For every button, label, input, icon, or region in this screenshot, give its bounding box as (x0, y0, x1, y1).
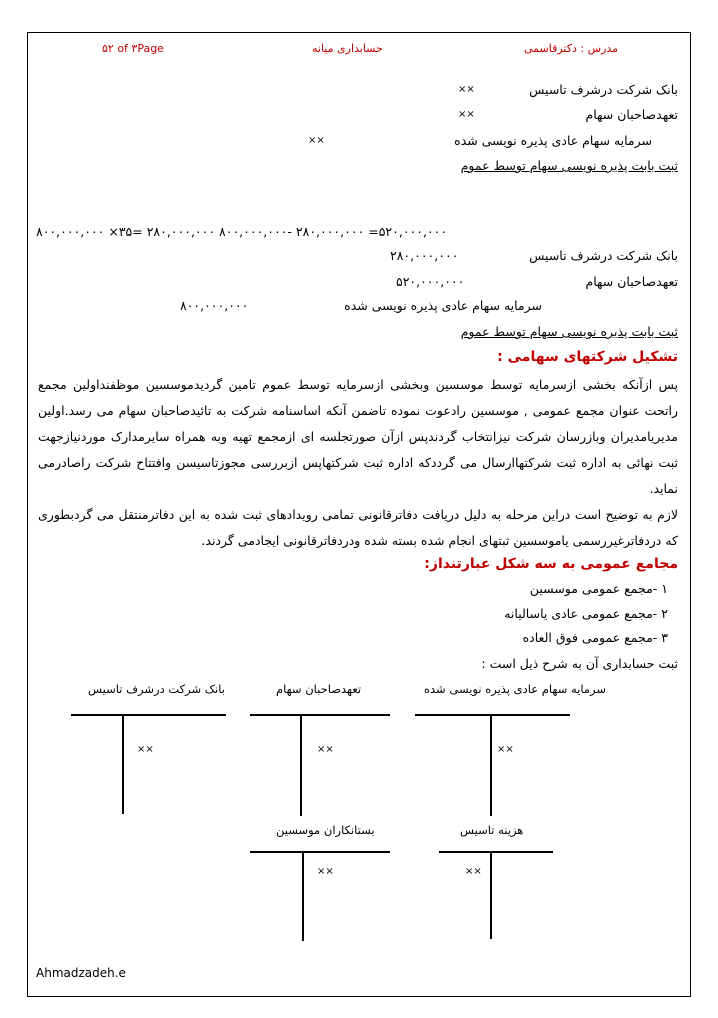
entry2-line3-amount: ۸۰۰,۰۰۰,۰۰۰ (180, 298, 249, 313)
entry2-line1-account: بانک شرکت درشرف تاسیس (529, 248, 678, 263)
t-account-value: ×× (317, 866, 334, 877)
entry1-caption: ثبت بابت پذیره نویسی سهام توسط عموم (460, 158, 678, 173)
t-account-value: ×× (137, 744, 154, 755)
t-account-title: تعهدصاحبان سهام (276, 682, 362, 696)
list-item: ۲ -مجمع عمومی عادی یاسالیانه (504, 606, 668, 621)
section1-title: تشکیل شرکتهای سهامی : (497, 349, 678, 365)
t-account-title: سرمایه سهام عادی پذیره نویسی شده (424, 682, 607, 696)
entry2-line3-account: سرمایه سهام عادی پذیره نویسی شده (344, 298, 542, 313)
t-account-title: بانک شرکت درشرف تاسیس (88, 682, 225, 696)
t-account-value: ×× (497, 744, 514, 755)
entry1-line2-account: تعهدصاحبان سهام (585, 107, 678, 122)
footer-author: Ahmadzadeh.e (36, 966, 126, 980)
list-item: ۱ -مجمع عمومی موسسین (529, 581, 668, 596)
entry1-line2-amount: ×× (458, 109, 475, 120)
course-title: حسابداری میانه (312, 42, 383, 55)
entry1-line1-account: بانک شرکت درشرف تاسیس (529, 82, 678, 97)
t-account-value: ×× (317, 744, 334, 755)
t-account-title: هزینه تاسیس (460, 823, 524, 837)
entry1-line3-amount: ×× (308, 135, 325, 146)
entry2-line1-amount: ۲۸۰,۰۰۰,۰۰۰ (390, 248, 459, 263)
section1-paragraph1: پس ازآنکه بخشی ازسرمایه توسط موسسین وبخشی ازسرمایه توسط عموم تامین گردیدموسسین موظفنداولین مجمع راتحت عنوان مجمع عمومی , موسسین رادعوت نموده تاضمن آنکه اساسنامه شرکت به تائیدصاحبان سهام می رسد.اولین مدیریامدیران وبازرسان شرکت نیزانتخاب گردندپس ازآن صورتجلسه ای ازمجمع تهیه وبه همراه سایرمدارک موردنیازجهت ثبت نهائی به اداره ثبت شرکتهاارسال می گرددکه اداره ثبت شرکتهاپس ازبررسی مجوزتاسیسن وافتتاح شرکت راصادرمی نماید. (38, 377, 678, 496)
entry2-line2-amount: ۵۲۰,۰۰۰,۰۰۰ (396, 274, 465, 289)
entry1-line1-amount: ×× (458, 84, 475, 95)
instructor-label: مدرس : دکترقاسمی (524, 42, 618, 55)
page-number: ۵۲ of ۳Page (102, 42, 164, 55)
calculation-line: ۸۰۰,۰۰۰,۰۰۰ ×۳۵= ۲۸۰,۰۰۰,۰۰۰ ۸۰۰,۰۰۰,۰۰۰- ۲۸۰,۰۰۰,۰۰۰ =۵۲۰,۰۰۰,۰۰۰ (36, 224, 448, 239)
t-account-title: بستانکاران موسسین (276, 823, 375, 837)
section2-title: مجامع عمومی به سه شکل عبارتنداز: (424, 556, 678, 572)
entry2-caption: ثبت بابت پذیره نویسی سهام توسط عموم (460, 324, 678, 339)
list-item: ۳ -مجمع عمومی فوق العاده (522, 630, 668, 645)
t-account-value: ×× (465, 866, 482, 877)
entry2-line2-account: تعهدصاحبان سهام (585, 274, 678, 289)
entry1-line3-account: سرمایه سهام عادی پذیره نویسی شده (454, 133, 652, 148)
section2-note: ثبت حسابداری آن به شرح ذیل است : (481, 656, 678, 671)
section1-paragraph2: لازم به توضیح است دراین مرحله به دلیل دریافت دفاترقانونی تمامی رویدادهای ثبت شده به این دفاترمنتقل می گردبطوری که دردفاترغیررسمی یاموسسین ثبتهای انجام شده بسته شده ودردفاترقانونی ایجادمی گردند. (38, 507, 678, 548)
